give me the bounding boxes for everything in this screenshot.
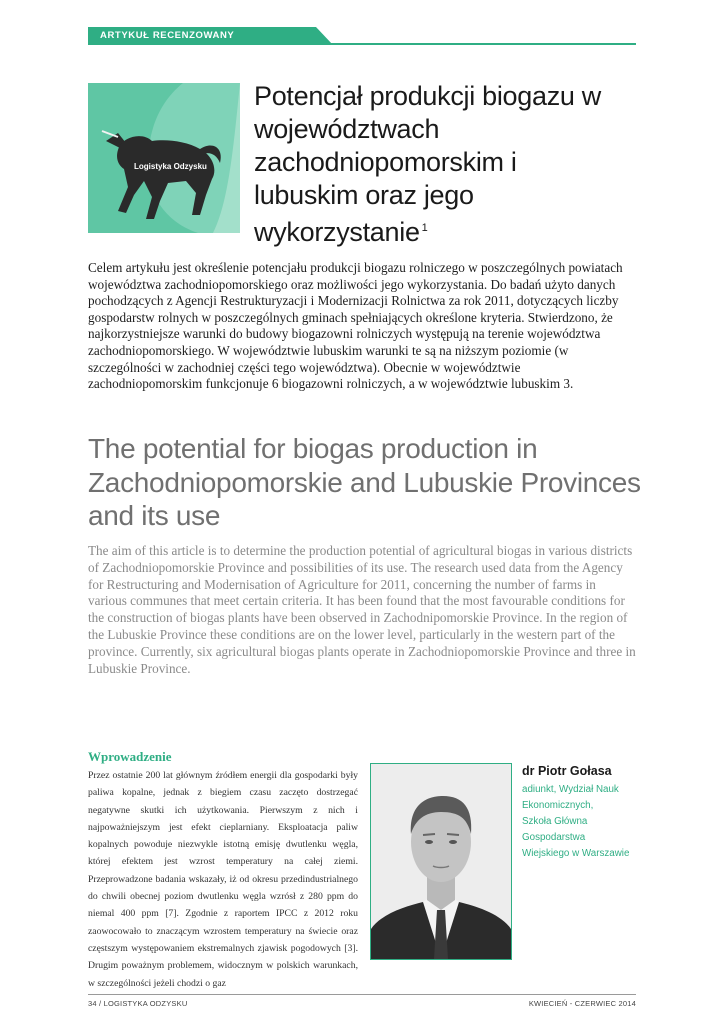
header-rule: [88, 43, 636, 45]
author-affiliation-line: adiunkt, Wydział Nauk: [522, 784, 619, 795]
unicorn-logo-icon: [88, 83, 240, 233]
abstract-en: The aim of this article is to determine the production potential of agricultural biogas in various districts of Zachodniopomorskie Province and possibilities of its use. The research used data from the Agency for Restructuring and Modernisation of Agriculture for 2011, concerning the number of farms in various communes that meet certain criteria. It has been found that the most favourable conditions for the construction of biogas plants have been observed in Zachodnipomorskie Province. In the region of the Lubuskie Province these conditions are on the lower level, particularly in the western part of the province. Currently, six agricultural biogas plants operate in Zachodniopomorskie Province and three in Lubuskie Province.: [88, 543, 636, 676]
logo-text: Logistyka Odzysku: [134, 162, 207, 171]
footer-rule: [88, 994, 636, 995]
author-portrait-icon: [371, 764, 511, 959]
author-affiliation-line: Gospodarstwa: [522, 832, 586, 843]
article-title-pl-text: Potencjał produkcji biogazu w województwach zachodniopomorskim i lubuskim oraz jego wykorzystanie: [254, 81, 602, 247]
author-affiliation-line: Ekonomicznych,: [522, 800, 594, 811]
footer-page-info: 34 / LOGISTYKA ODZYSKU: [88, 999, 188, 1008]
author-name: dr Piotr Gołasa: [522, 764, 612, 778]
footnote-marker: 1: [421, 222, 428, 234]
article-tag-label: ARTYKUŁ RECENZOWANY: [100, 30, 235, 41]
article-title-pl: [254, 80, 614, 249]
author-photo: [370, 763, 512, 960]
footer-issue-date: KWIECIEŃ - CZERWIEC 2014: [528, 999, 636, 1008]
intro-body-text: Przez ostatnie 200 lat głównym źródłem energii dla gospodarki były paliwa kopalne, jednak z biegiem czasu zaczęto dostrzegać negatywne skutki ich użytkowania. Pierwszym z nich i najpoważniejszym jest efekt cieplarniany. Eksploatacja paliw kopalnych powoduje niezwykle istotną emisję dwutlenku węgla, której efektem jest wzrost temperatury na całej ziemi. Przeprowadzone badania wskazały, iż od okresu przedindustrialnego do chwili obecnej poziom dwutlenku węgla wzrósł z 280 ppm do niemal 400 ppm [7]. Zgodnie z raportem IPCC z 2012 roku zaowocowało to znaczącym wzrostem temperatury na świecie oraz częstszym występowaniem ekstremalnych zjawisk pogodowych [3]. Drugim poważnym problemem, widocznym w polskich warunkach, w szczególności jeżeli chodzi o gaz: [88, 770, 358, 989]
author-affiliation-line: Szkoła Główna: [522, 816, 588, 827]
section-heading-intro: Wprowadzenie: [88, 749, 172, 764]
abstract-pl: Celem artykułu jest określenie potencjału produkcji biogazu rolniczego w poszczególnych powiatach województwa zachodniopomorskiego oraz możliwości jego wykorzystania. Do badań użyto danych pochodzących z Agencji Restrukturyzacji i Modernizacji Rolnictwa za rok 2011, dotyczących liczby gospodarstw rolnych w poszczególnych gminach spełniających określone kryteria. Stwierdzono, że najkorzystniejsze warunki do budowy biogazowni rolniczych występują na terenie województwa zachodniopomorskiego. W województwie lubuskim warunki te są na niższym poziomie (w szczególności w zachodniej części tego województwa). Obecnie w województwie zachodniopomorskim funkcjonuje 6 biogazowni rolniczych, a w województwie lubuskim 3.: [88, 260, 623, 392]
author-affiliation: [522, 782, 642, 862]
author-affiliation-line: Wiejskiego w Warszawie: [522, 848, 630, 859]
article-title-en: The potential for biogas production in Zachodniopomorskie and Lubuskie Provinces and its use: [88, 433, 641, 531]
